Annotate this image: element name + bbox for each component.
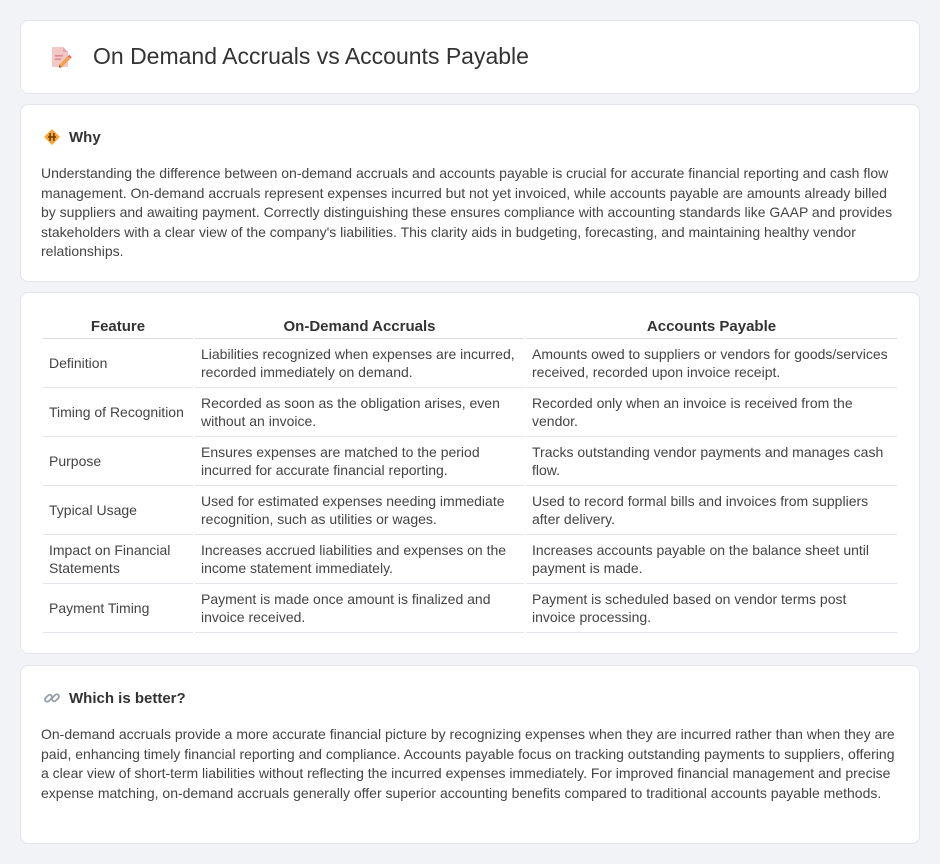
header-on-demand-accruals: On-Demand Accruals xyxy=(195,315,524,339)
table-row xyxy=(43,339,897,388)
why-heading: Why xyxy=(69,128,101,146)
table-row xyxy=(43,388,897,437)
feature-cell: Impact on Financial Statements xyxy=(43,535,193,584)
feature-cell: Purpose xyxy=(43,437,193,486)
table-row xyxy=(43,437,897,486)
accruals-cell: Ensures expenses are matched to the period incurred for accurate financial reporting. xyxy=(195,437,524,486)
comparison-section xyxy=(20,292,920,654)
header-feature: Feature xyxy=(43,315,193,339)
better-text: On-demand accruals provide a more accurate financial picture by recognizing expenses when they are incurred rather than when they are paid, enhancing timely financial reporting and compliance. Accounts payable focus on tracking outstanding payments to suppliers, offering a clear view of short-term liabilities without reflecting the incurred expenses immediately. For improved financial management and precise expense matching, on-demand accruals generally offer superior accounting benefits compared to traditional accounts payable methods. xyxy=(41,726,895,801)
link-icon xyxy=(43,689,61,707)
accruals-cell: Liabilities recognized when expenses are incurred, recorded immediately on demand. xyxy=(195,339,524,388)
title-card xyxy=(20,20,920,94)
comparison-table xyxy=(41,315,899,633)
table-header-row xyxy=(43,315,897,339)
payable-cell: Increases accounts payable on the balance sheet until payment is made. xyxy=(526,535,897,584)
document-edit-icon xyxy=(47,44,73,70)
accruals-cell: Increases accrued liabilities and expenses on the income statement immediately. xyxy=(195,535,524,584)
feature-cell: Typical Usage xyxy=(43,486,193,535)
table-row xyxy=(43,535,897,584)
header-accounts-payable: Accounts Payable xyxy=(526,315,897,339)
why-section xyxy=(20,104,920,282)
payable-cell: Payment is scheduled based on vendor terms post invoice processing. xyxy=(526,584,897,633)
feature-cell: Payment Timing xyxy=(43,584,193,633)
payable-cell: Tracks outstanding vendor payments and manages cash flow. xyxy=(526,437,897,486)
table-row xyxy=(43,584,897,633)
why-text: Understanding the difference between on-demand accruals and accounts payable is crucial for accurate financial reporting and cash flow management. On-demand accruals represent expenses incurred but not yet invoiced, while accounts payable are amounts already billed by suppliers and awaiting payment. Correctly distinguishing these ensures compliance with accounting standards like GAAP and provides stakeholders with a clear view of the company's liabilities. This clarity aids in budgeting, forecasting, and maintaining healthy vendor relationships. xyxy=(41,165,893,260)
better-heading: Which is better? xyxy=(69,689,186,707)
payable-cell: Amounts owed to suppliers or vendors for goods/services received, recorded upon invoice receipt. xyxy=(526,339,897,388)
payable-cell: Recorded only when an invoice is received from the vendor. xyxy=(526,388,897,437)
accruals-cell: Recorded as soon as the obligation arises, even without an invoice. xyxy=(195,388,524,437)
diamond-warning-icon xyxy=(43,128,61,146)
page-title: On Demand Accruals vs Accounts Payable xyxy=(93,43,529,69)
accruals-cell: Used for estimated expenses needing immediate recognition, such as utilities or wages. xyxy=(195,486,524,535)
table-row xyxy=(43,486,897,535)
accruals-cell: Payment is made once amount is finalized and invoice received. xyxy=(195,584,524,633)
feature-cell: Timing of Recognition xyxy=(43,388,193,437)
feature-cell: Definition xyxy=(43,339,193,388)
payable-cell: Used to record formal bills and invoices from suppliers after delivery. xyxy=(526,486,897,535)
which-is-better-section xyxy=(20,665,920,844)
